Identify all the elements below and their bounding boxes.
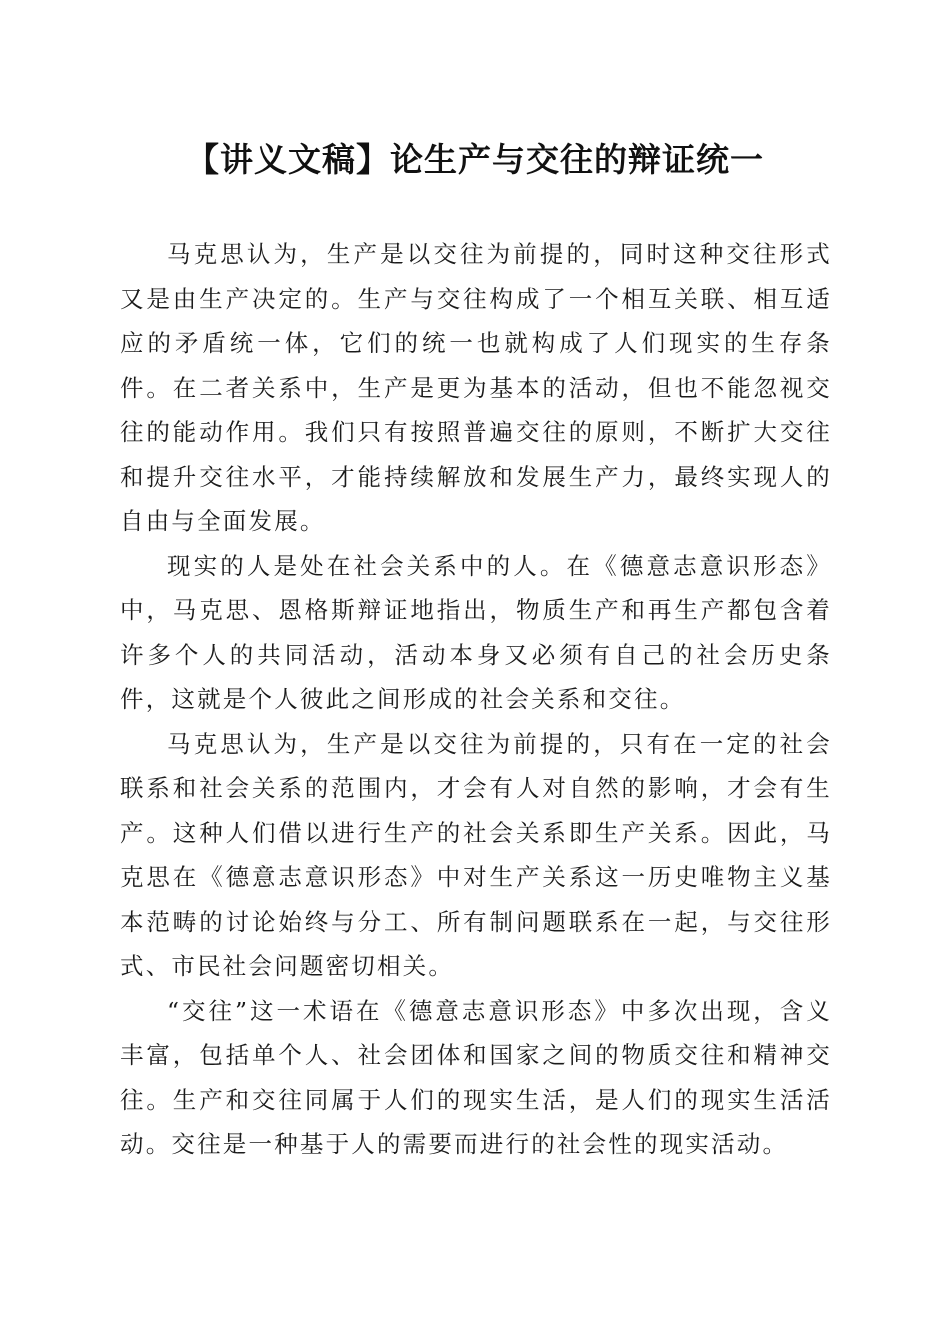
paragraph-1: 马克思认为，生产是以交往为前提的，同时这种交往形式又是由生产决定的。生产与交往构成了一个相互关联、相互适应的矛盾统一体，它们的统一也就构成了人们现实的生存条件。在二者关系中，生产是更为基本的活动，但也不能忽视交往的能动作用。我们只有按照普遍交往的原则，不断扩大交往和提升交往水平，才能持续解放和发展生产力，最终实现人的自由与全面发展。 — [120, 240, 832, 535]
paragraph-2: 现实的人是处在社会关系中的人。在《德意志意识形态》中，马克思、恩格斯辩证地指出，物质生产和再生产都包含着许多个人的共同活动，活动本身又必须有自己的社会历史条件，这就是个人彼此之间形成的社会关系和交往。 — [120, 551, 832, 713]
paragraph-3: 马克思认为，生产是以交往为前提的，只有在一定的社会联系和社会关系的范围内，才会有人对自然的影响，才会有生产。这种人们借以进行生产的社会关系即生产关系。因此，马克思在《德意志意识形态》中对生产关系这一历史唯物主义基本范畴的讨论始终与分工、所有制问题联系在一起，与交往形式、市民社会问题密切相关。 — [120, 729, 832, 980]
document-title: 【讲义文稿】论生产与交往的辩证统一 — [186, 140, 764, 179]
paragraph-4: “交往”这一术语在《德意志意识形态》中多次出现，含义丰富，包括单个人、社会团体和国家之间的物质交往和精神交往。生产和交往同属于人们的现实生活，是人们的现实生活活动。交往是一种基于人的需要而进行的社会性的现实活动。 — [120, 996, 832, 1158]
document-body — [120, 232, 832, 1167]
